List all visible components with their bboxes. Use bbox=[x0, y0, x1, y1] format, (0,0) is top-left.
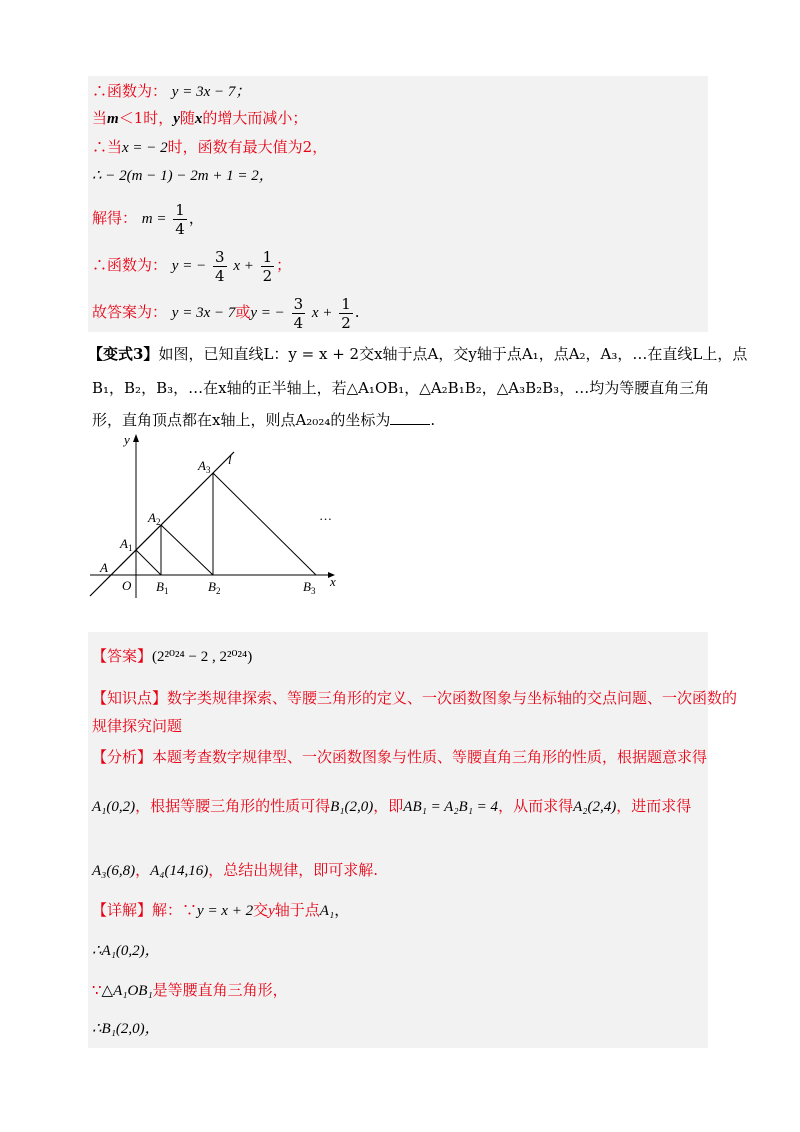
detail-line-1: 【详解】解：∵y = x + 2交y轴于点A₁， bbox=[92, 901, 350, 919]
sol-line-6: ∴函数为： y = − $\frac{3}{4}$ x + $\frac{1}{2}$ ； bbox=[92, 247, 292, 285]
fraction: $\frac{3}{4}$ bbox=[293, 294, 304, 332]
answer-blank bbox=[390, 410, 430, 425]
segment-a3-b3 bbox=[213, 473, 316, 575]
problem-tag: 【变式3】 bbox=[88, 345, 159, 363]
fraction: $\frac{1}{2}$ bbox=[341, 294, 351, 332]
sol-line-7: 故答案为： y = 3x − 7或y = − $\frac{3}{4}$ x + $\frac{1}{2}$ . bbox=[92, 294, 360, 332]
detail-line-4: ∴B₁(2,0)， bbox=[92, 1021, 160, 1037]
fraction: $\frac{1}{2}$ bbox=[262, 247, 273, 285]
sol-line-3: ∴当x = − 2时，函数有最大值为2， bbox=[92, 138, 328, 156]
ellipsis-label: … bbox=[320, 508, 332, 523]
answer-line: 【答案】(2²⁰²⁴ − 2 , 2²⁰²⁴) bbox=[92, 647, 253, 665]
y-axis-arrow bbox=[133, 434, 139, 442]
sol-line-5: 解得： m = $\frac{1}{4}$ ， bbox=[92, 200, 204, 238]
point-a2-label: $A_2$ bbox=[148, 510, 161, 527]
sol-line-1: ∴函数为： y = 3x − 7； bbox=[92, 82, 251, 100]
x-axis-label: x bbox=[330, 574, 336, 589]
problem-line-2: B₁，B₂，B₃，…在x轴的正半轴上，若△A₁OB₁，△A₂B₁B₂，△A₃B₂B₃，…均为等腰直角三角 bbox=[92, 379, 710, 397]
knowledge-line-2: 规律探究问题 bbox=[92, 717, 183, 735]
problem-line-3: 形，直角顶点都在x轴上，则点A₂₀₂₄的坐标为 . bbox=[92, 411, 436, 429]
fraction: $\frac{3}{4}$ bbox=[214, 247, 225, 285]
point-b2-label: $B_2$ bbox=[208, 579, 221, 596]
point-a-label: A bbox=[100, 560, 108, 575]
problem-line-1: 【变式3】如图，已知直线L：y = x + 2交x轴于点A，交y轴于点A₁，点A₂，A₃，…在直线L上，点 bbox=[88, 345, 748, 363]
detail-line-2: ∴A₁(0,2)， bbox=[92, 943, 160, 959]
point-a3-label: $A_3$ bbox=[198, 458, 211, 475]
analysis-line-1: 【分析】本题考查数字规律型、一次函数图象与性质、等腰直角三角形的性质，根据题意求得 bbox=[92, 748, 708, 766]
knowledge-line-1: 【知识点】数字类规律探索、等腰三角形的定义、一次函数图象与坐标轴的交点问题、一次函数的 bbox=[92, 689, 738, 707]
point-b1-label: $B_1$ bbox=[156, 579, 169, 596]
point-a1-label: $A_1$ bbox=[120, 536, 133, 553]
detail-line-3: ∵△A₁OB₁是等腰直角三角形， bbox=[92, 981, 288, 999]
segment-a1-b1 bbox=[136, 550, 161, 575]
analysis-line-2: A₁(0,2)，根据等腰三角形的性质可得B₁(2,0)，即AB₁ = A₂B₁ = 4，从而求得A₂(2,4)，进而求得 bbox=[92, 797, 692, 815]
point-b3-label: $B_3$ bbox=[303, 579, 316, 596]
segment-a2-b2 bbox=[161, 525, 213, 575]
line-l-label: l bbox=[228, 452, 232, 467]
y-axis-label: y bbox=[124, 432, 130, 447]
sol-line-2: 当m＜1时，y随x的增大而减小； bbox=[92, 109, 308, 127]
geometry-figure bbox=[88, 430, 348, 600]
origin-label: O bbox=[122, 578, 132, 593]
sol-line-4: ∴ − 2(m − 1) − 2m + 1 = 2， bbox=[92, 168, 274, 184]
fraction: $\frac{1}{4}$ bbox=[175, 200, 185, 238]
analysis-line-3: A₃(6,8)，A₄(14,16)，总结出规律，即可求解. bbox=[92, 861, 379, 879]
